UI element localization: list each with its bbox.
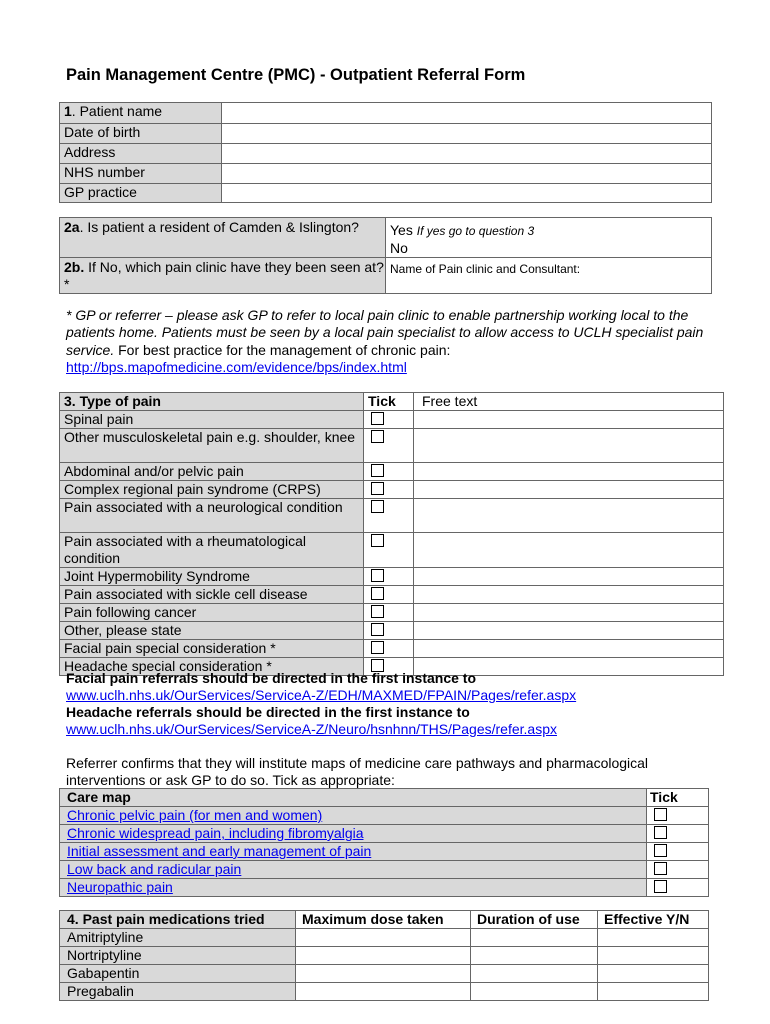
referral-instructions — [66, 670, 746, 738]
tick-checkbox[interactable] — [371, 569, 384, 582]
dob-label: Date of birth — [60, 124, 222, 144]
residency-table — [59, 217, 712, 294]
pain-type-table — [59, 392, 724, 676]
tick-checkbox[interactable] — [371, 500, 384, 513]
pain-type-label: Abdominal and/or pelvic pain — [60, 463, 364, 481]
q2b-answer[interactable]: Name of Pain clinic and Consultant: — [386, 258, 712, 294]
nhs-number-label: NHS number — [60, 164, 222, 184]
tick-checkbox[interactable] — [371, 482, 384, 495]
nhs-number-field[interactable] — [222, 164, 712, 184]
tick-checkbox[interactable] — [371, 534, 384, 547]
note-text: For best practice for the management of chronic pain: — [118, 341, 451, 358]
care-map-tick-header: Tick — [647, 789, 709, 807]
care-map-link[interactable]: Chronic widespread pain, including fibromyalgia — [67, 825, 364, 841]
effective-field[interactable] — [598, 947, 709, 965]
q2b-label: 2b. If No, which pain clinic have they been seen at? * — [60, 258, 386, 294]
facial-referral-text: Facial pain referrals should be directed in the first instance to — [66, 670, 476, 686]
medication-name: Nortriptyline — [60, 947, 296, 965]
duration-field[interactable] — [471, 947, 598, 965]
max-dose-field[interactable] — [296, 929, 471, 947]
patient-details-table — [59, 102, 712, 203]
max-dose-field[interactable] — [296, 965, 471, 983]
effective-header: Effective Y/N — [598, 911, 709, 929]
care-map-link[interactable]: Chronic pelvic pain (for men and women) — [67, 807, 323, 823]
referral-note — [66, 307, 716, 376]
tick-checkbox[interactable] — [371, 641, 384, 654]
pain-type-label: Pain associated with a neurological condition — [60, 499, 364, 533]
care-map-checkbox[interactable] — [654, 826, 667, 839]
gp-practice-label: GP practice — [60, 184, 222, 203]
tick-checkbox[interactable] — [371, 605, 384, 618]
pain-type-label: Facial pain special consideration * — [60, 640, 364, 658]
tick-checkbox[interactable] — [371, 412, 384, 425]
effective-field[interactable] — [598, 965, 709, 983]
max-dose-field[interactable] — [296, 983, 471, 1001]
free-text-field[interactable] — [414, 499, 724, 533]
pain-type-label: Other, please state — [60, 622, 364, 640]
free-text-field[interactable] — [414, 533, 724, 568]
address-field[interactable] — [222, 144, 712, 164]
headache-referral-text: Headache referrals should be directed in the first instance to — [66, 704, 470, 720]
free-text-field[interactable] — [414, 586, 724, 604]
free-text-field[interactable] — [414, 568, 724, 586]
medication-name: Gabapentin — [60, 965, 296, 983]
gp-practice-field[interactable] — [222, 184, 712, 203]
care-map-table — [59, 788, 709, 897]
care-map-checkbox[interactable] — [654, 844, 667, 857]
care-map-checkbox[interactable] — [654, 808, 667, 821]
care-map-link[interactable]: Neuropathic pain — [67, 879, 173, 895]
duration-header: Duration of use — [471, 911, 598, 929]
map-of-medicine-link[interactable]: http://bps.mapofmedicine.com/evidence/bps/index.html — [66, 358, 407, 375]
free-text-field[interactable] — [414, 604, 724, 622]
free-text-field[interactable] — [414, 463, 724, 481]
tick-header: Tick — [364, 393, 414, 411]
care-map-header: Care map — [60, 789, 647, 807]
tick-checkbox[interactable] — [371, 587, 384, 600]
duration-field[interactable] — [471, 929, 598, 947]
duration-field[interactable] — [471, 983, 598, 1001]
pain-type-header: 3. Type of pain — [60, 393, 364, 411]
effective-field[interactable] — [598, 929, 709, 947]
free-text-header: Free text — [414, 393, 724, 411]
medications-table — [59, 910, 709, 1001]
pain-type-label: Joint Hypermobility Syndrome — [60, 568, 364, 586]
care-map-checkbox[interactable] — [654, 880, 667, 893]
tick-checkbox[interactable] — [371, 430, 384, 443]
patient-name-field[interactable] — [222, 103, 712, 124]
free-text-field[interactable] — [414, 411, 724, 429]
free-text-field[interactable] — [414, 622, 724, 640]
medications-header: 4. Past pain medications tried — [60, 911, 296, 929]
confirm-text: Referrer confirms that they will institute maps of medicine care pathways and pharmacological interventions or ask GP to do so. Tick as appropriate: — [66, 755, 649, 788]
pain-type-label: Complex regional pain syndrome (CRPS) — [60, 481, 364, 499]
care-map-link[interactable]: Low back and radicular pain — [67, 861, 242, 877]
effective-field[interactable] — [598, 983, 709, 1001]
pain-type-label: Other musculoskeletal pain e.g. shoulder, knee — [60, 429, 364, 463]
care-map-link[interactable]: Initial assessment and early management of pain — [67, 843, 372, 859]
page-title: Pain Management Centre (PMC) - Outpatient Referral Form — [66, 66, 526, 84]
address-label: Address — [60, 144, 222, 164]
pain-type-label: Pain associated with sickle cell disease — [60, 586, 364, 604]
patient-name-label: 1. Patient name — [60, 103, 222, 124]
pain-type-label: Spinal pain — [60, 411, 364, 429]
q2a-label: 2a. Is patient a resident of Camden & Islington? — [60, 218, 386, 258]
max-dose-field[interactable] — [296, 947, 471, 965]
medication-name: Pregabalin — [60, 983, 296, 1001]
headache-referral-link[interactable]: www.uclh.nhs.uk/OurServices/ServiceA-Z/Neuro/hsnhnn/THS/Pages/refer.aspx — [66, 721, 557, 737]
pain-type-label: Pain following cancer — [60, 604, 364, 622]
free-text-field[interactable] — [414, 429, 724, 463]
care-map-checkbox[interactable] — [654, 862, 667, 875]
pain-type-label: Headache special consideration * — [60, 658, 364, 676]
max-dose-header: Maximum dose taken — [296, 911, 471, 929]
tick-checkbox[interactable] — [371, 623, 384, 636]
note-italic-text: * GP or referrer – please ask GP to refer to local pain clinic to enable partnership working local to the patients home. Patients must be seen by a local pain specialist to allow access to UCLH specialist pain service. — [66, 307, 704, 358]
dob-field[interactable] — [222, 124, 712, 144]
tick-checkbox[interactable] — [371, 464, 384, 477]
facial-referral-link[interactable]: www.uclh.nhs.uk/OurServices/ServiceA-Z/EDH/MAXMED/FPAIN/Pages/refer.aspx — [66, 687, 577, 703]
q2a-answer[interactable]: Yes If yes go to question 3 No — [386, 218, 712, 258]
medication-name: Amitriptyline — [60, 929, 296, 947]
free-text-field[interactable] — [414, 481, 724, 499]
free-text-field[interactable] — [414, 640, 724, 658]
pain-type-label: Pain associated with a rheumatological condition — [60, 533, 364, 568]
duration-field[interactable] — [471, 965, 598, 983]
